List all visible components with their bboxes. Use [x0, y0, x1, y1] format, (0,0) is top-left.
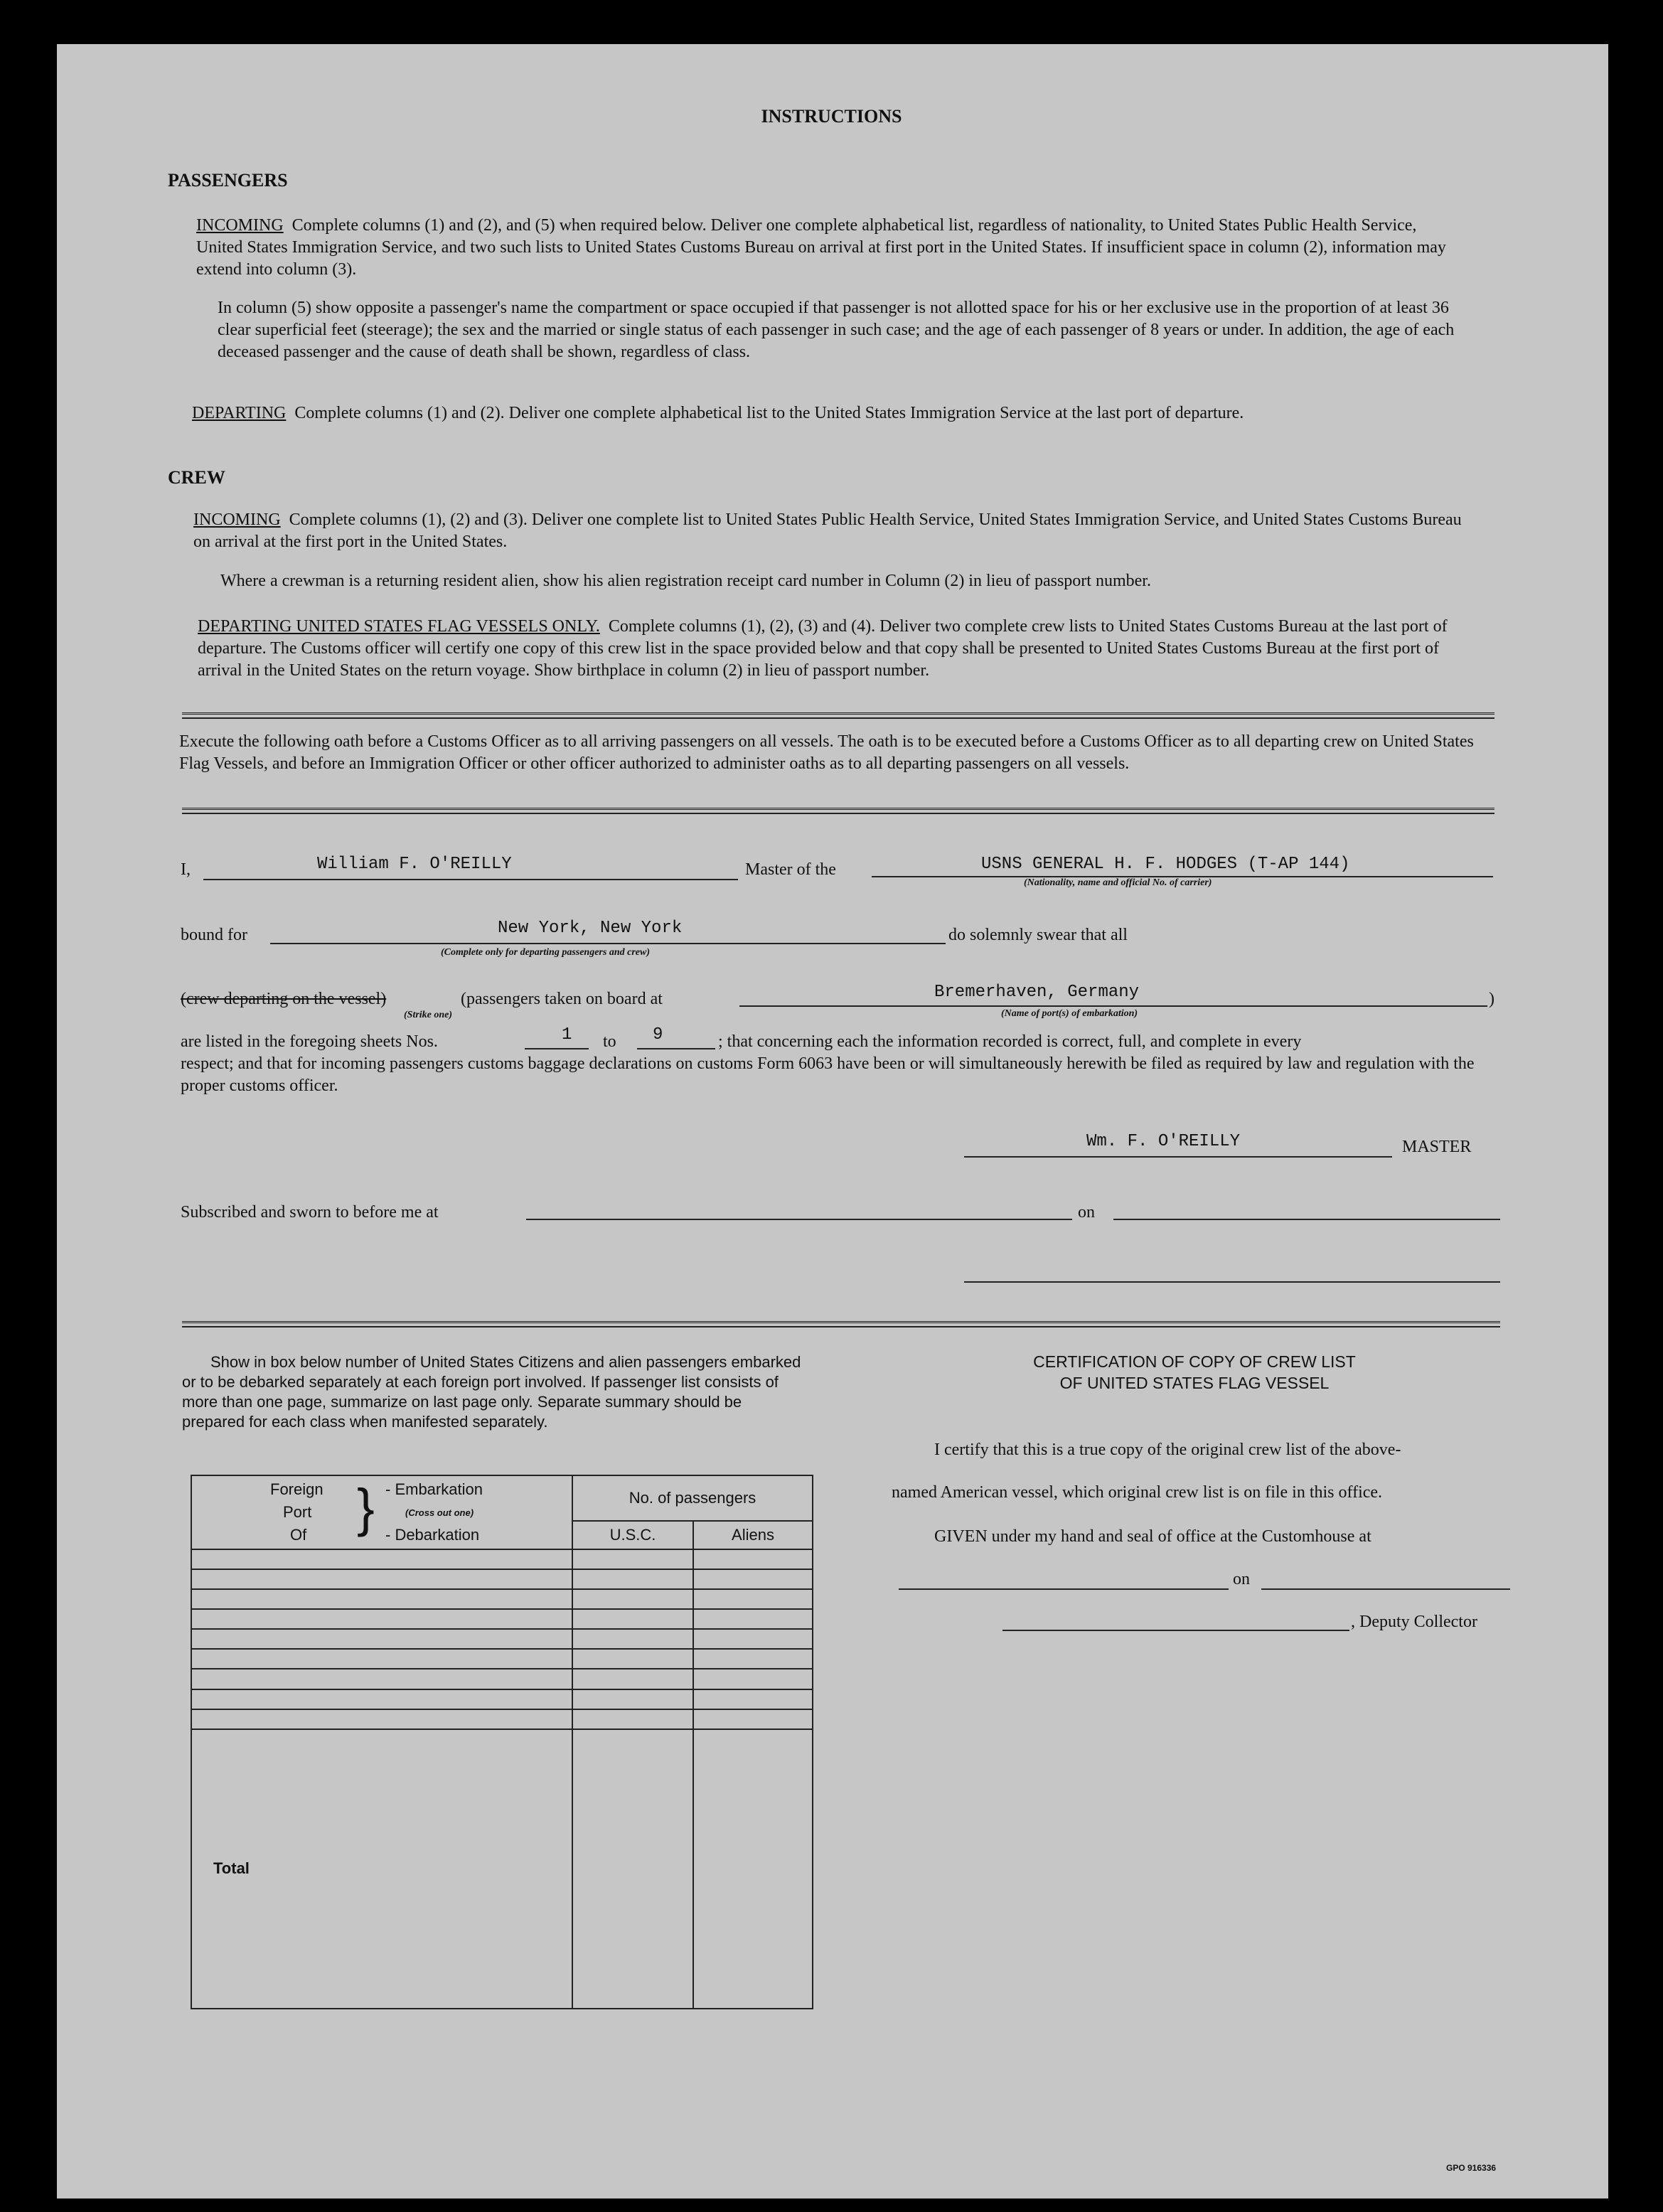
table-row [191, 1649, 813, 1669]
passengers-incoming-paragraph [196, 215, 1462, 281]
table-row [191, 1669, 813, 1689]
divider-double-2 [182, 808, 1494, 814]
usc-cell[interactable] [572, 1609, 693, 1629]
aliens-cell[interactable] [693, 1689, 813, 1709]
port-cell[interactable] [191, 1549, 572, 1569]
foreign-port-header [191, 1475, 572, 1549]
port-cell[interactable] [191, 1669, 572, 1689]
table-row [191, 1629, 813, 1649]
total-aliens-cell[interactable] [693, 1729, 813, 2009]
aliens-cell[interactable] [693, 1709, 813, 1729]
vessel-name: USNS GENERAL H. F. HODGES (T-AP 144) [981, 855, 1350, 874]
summary-instructions-text: Show in box below number of United States Citizens and alien passengers embarked or to be debarked separately at each foreign port involved. If passenger list consists of more than one page, summarize on last page only. Separate summary should be prepared for each class when manifested separately. [182, 1353, 801, 1431]
usc-header: U.S.C. [572, 1521, 693, 1549]
table-row [191, 1589, 813, 1609]
brace-icon: } [357, 1478, 375, 1537]
close-paren: ) [1489, 990, 1494, 1008]
embarkation-label: - Embarkation [385, 1480, 483, 1498]
sheet-from-line [525, 1048, 589, 1049]
swear-label: do solemnly swear that all [948, 926, 1128, 944]
table-row [191, 1609, 813, 1629]
aliens-cell[interactable] [693, 1609, 813, 1629]
aliens-cell[interactable] [693, 1649, 813, 1669]
aliens-cell[interactable] [693, 1549, 813, 1569]
certification-heading-line1: CERTIFICATION OF COPY OF CREW LIST [1033, 1352, 1356, 1371]
crew-departing-paragraph [198, 616, 1465, 682]
subscribed-on-label: on [1078, 1203, 1095, 1222]
master-name-line [203, 879, 738, 880]
crew-resident-paragraph: Where a crewman is a returning resident alien, show his alien registration receipt card number in Column (2) in lieu of passport number. [220, 572, 1151, 590]
debarkation-label: - Debarkation [385, 1526, 480, 1544]
passengers-taken-label: (passengers taken on board at [461, 990, 663, 1008]
crew-departing-label: DEPARTING UNITED STATES FLAG VESSELS ONLY. [198, 617, 600, 636]
passengers-departing-text: Complete columns (1) and (2). Deliver one complete alphabetical list to the United States Immigration Service at the last port of departure. [294, 404, 1244, 422]
gpo-code: GPO 916336 [1446, 2163, 1497, 2173]
table-row [191, 1569, 813, 1589]
oath-instructions: Execute the following oath before a Customs Officer as to all arriving passengers on all vessels. The oath is to be executed before a Customs Officer as to all departing crew on United States Flag Vessels, and before an Immigration Officer or other officer authorized to administer oaths as to all departing passengers on all vessels. [179, 732, 1474, 773]
usc-cell[interactable] [572, 1669, 693, 1689]
crew-heading: CREW [168, 467, 225, 488]
port-line [739, 1005, 1487, 1007]
usc-cell[interactable] [572, 1549, 693, 1569]
page-title: INSTRUCTIONS [761, 106, 902, 127]
cross-out-caption: (Cross out one) [405, 1507, 474, 1518]
oath-i-label: I, [181, 860, 191, 879]
passengers-column5-paragraph: In column (5) show opposite a passenger's name the compartment or space occupied if that passenger is not allotted space for his or her exclusive use in the proportion of at least 36 clear superficial feet (steerage); the sex and the married or single status of each passenger in such case; and the age of each passenger of 8 years or under. In addition, the age of each deceased passenger and the cause of death shall be shown, regardless of class. [218, 299, 1455, 361]
port-cell[interactable] [191, 1689, 572, 1709]
port-cell[interactable] [191, 1709, 572, 1729]
aliens-header: Aliens [693, 1521, 813, 1549]
table-row [191, 1689, 813, 1709]
no-of-passengers-header: No. of passengers [572, 1475, 813, 1521]
certify-line1: I certify that this is a true copy of the original crew list of the above- [934, 1441, 1401, 1459]
divider-double-3 [182, 1321, 1500, 1327]
sheet-from: 1 [562, 1025, 572, 1044]
certification-heading [931, 1351, 1458, 1394]
crew-incoming-label: INCOMING [193, 511, 281, 529]
passengers-departing-paragraph [192, 402, 1462, 424]
usc-cell[interactable] [572, 1689, 693, 1709]
strike-caption: (Strike one) [404, 1010, 453, 1020]
certify-line2: named American vessel, which original crew list is on file in this office. [892, 1483, 1383, 1502]
master-of-label: Master of the [745, 860, 836, 879]
master-label: MASTER [1402, 1138, 1472, 1156]
divider-double-1 [182, 712, 1494, 719]
total-usc-cell[interactable] [572, 1729, 693, 2009]
deputy-signature-line [1002, 1630, 1349, 1631]
passengers-heading: PASSENGERS [168, 170, 288, 191]
summary-instructions [182, 1352, 808, 1432]
subscribed-label: Subscribed and sworn to before me at [181, 1203, 439, 1222]
sheet-to: 9 [653, 1025, 663, 1044]
usc-cell[interactable] [572, 1629, 693, 1649]
foreign-label: Foreign [270, 1480, 323, 1498]
vessel-caption: (Nationality, name and official No. of carrier) [1024, 877, 1212, 888]
usc-cell[interactable] [572, 1709, 693, 1729]
deputy-collector-label: , Deputy Collector [1351, 1613, 1477, 1631]
port-cell[interactable] [191, 1609, 572, 1629]
passenger-summary-table [191, 1475, 813, 2009]
certification-heading-line2: OF UNITED STATES FLAG VESSEL [1059, 1374, 1330, 1392]
table-row [191, 1549, 813, 1569]
port-label: Port [283, 1503, 312, 1521]
certification-on-label: on [1233, 1570, 1250, 1588]
certification-date-line [1261, 1588, 1510, 1590]
port-cell[interactable] [191, 1629, 572, 1649]
destination: New York, New York [498, 919, 683, 938]
destination-line [270, 943, 946, 944]
subscribed-date-line [1113, 1219, 1500, 1220]
listed-rest-line1: ; that concerning each the information recorded is correct, full, and complete in every [718, 1032, 1302, 1051]
usc-cell[interactable] [572, 1589, 693, 1609]
crew-departing-struck: (crew departing on the vessel) [181, 990, 387, 1008]
usc-cell[interactable] [572, 1569, 693, 1589]
to-label: to [603, 1032, 616, 1051]
sheet-to-line [637, 1048, 715, 1049]
customhouse-line [899, 1588, 1229, 1590]
port-cell[interactable] [191, 1649, 572, 1669]
aliens-cell[interactable] [693, 1629, 813, 1649]
port-cell[interactable] [191, 1569, 572, 1589]
master-name: William F. O'REILLY [317, 855, 512, 874]
bound-for-label: bound for [181, 926, 247, 944]
aliens-cell[interactable] [693, 1589, 813, 1609]
crew-incoming-paragraph [193, 509, 1462, 553]
port-caption: (Name of port(s) of embarkation) [1001, 1008, 1138, 1019]
passengers-incoming-text: Complete columns (1) and (2), and (5) when required below. Deliver one complete alphabetical list, regardless of nationality, to United States Public Health Service, United States Immigration Service, and two such lists to United States Customs Bureau on arrival at first port in the United States. If insufficient space in column (2), information may extend into column (3). [196, 216, 1446, 279]
of-label: Of [290, 1526, 307, 1544]
passengers-incoming-label: INCOMING [196, 216, 284, 235]
destination-caption: (Complete only for departing passengers and crew) [441, 947, 650, 958]
officer-signature-line [964, 1281, 1500, 1283]
total-label: Total [191, 1729, 572, 2009]
listed-sheets-label: are listed in the foregoing sheets Nos. [181, 1032, 438, 1051]
embarkation-port: Bremerhaven, Germany [934, 983, 1140, 1002]
usc-cell[interactable] [572, 1649, 693, 1669]
aliens-cell[interactable] [693, 1669, 813, 1689]
subscribed-place-line [526, 1219, 1072, 1220]
table-row [191, 1709, 813, 1729]
given-line: GIVEN under my hand and seal of office at the Customhouse at [934, 1527, 1371, 1546]
master-signature: Wm. F. O'REILLY [1086, 1132, 1241, 1151]
crew-incoming-text: Complete columns (1), (2) and (3). Deliver one complete list to United States Public Health Service, United States Immigration Service, and United States Customs Bureau on arrival at the first port in the United States. [193, 511, 1462, 551]
signature-line [964, 1156, 1392, 1158]
passengers-departing-label: DEPARTING [192, 404, 287, 422]
port-cell[interactable] [191, 1589, 572, 1609]
crew-departing-text: Complete columns (1), (2), (3) and (4). Deliver two complete crew lists to United States Customs Bureau at the last port of departure. The Customs officer will certify one copy of this crew list in the space provided below and that copy shall be presented to United States Customs Bureau at the first port of arrival in the United States on the return voyage. Show birthplace in column (2) in lieu of passport number. [198, 617, 1448, 680]
aliens-cell[interactable] [693, 1569, 813, 1589]
listed-rest-continuation: respect; and that for incoming passengers customs baggage declarations on customs Form 6063 have been or will simultaneously herewith be filed as required by law and regulation with the proper customs officer. [181, 1054, 1475, 1095]
total-row [191, 1729, 813, 2009]
